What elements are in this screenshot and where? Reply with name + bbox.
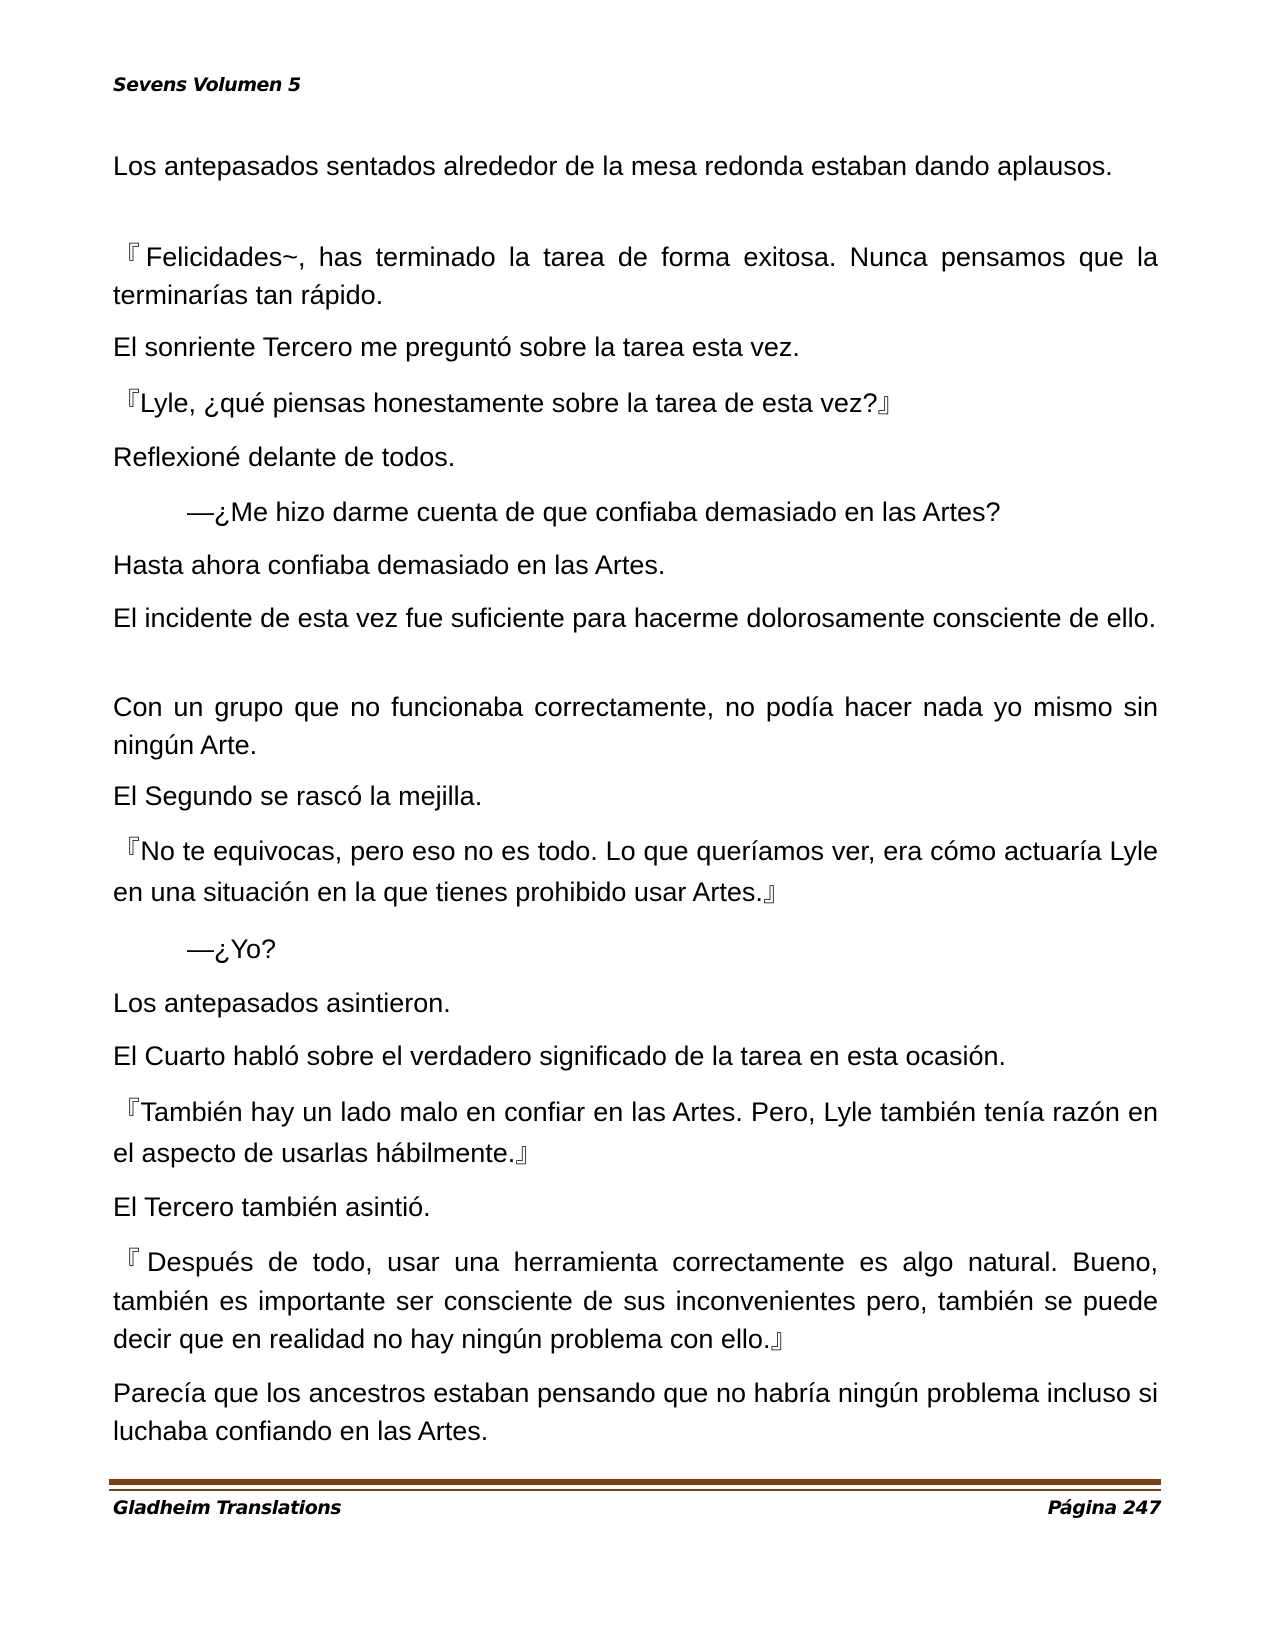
paragraph: Con un grupo que no funcionaba correctamente, no podía hacer nada yo mismo sin ningún Arte.: [113, 692, 1158, 760]
dialogue-paragraph: 『Lyle, ¿qué piensas honestamente sobre la tarea de esta vez?』: [113, 388, 905, 418]
paragraph: Hasta ahora confiaba demasiado en las Artes.: [113, 550, 666, 580]
paragraph: Los antepasados asintieron.: [113, 988, 451, 1018]
paragraph: El sonriente Tercero me preguntó sobre la tarea esta vez.: [113, 332, 800, 362]
dialogue-paragraph: 『Felicidades~, has terminado la tarea de forma exitosa. Nunca pensamos que la terminarías tan rápido.: [113, 242, 1158, 310]
paragraph: Reflexioné delante de todos.: [113, 442, 456, 472]
running-header: Sevens Volumen 5: [113, 74, 301, 96]
paragraph: Los antepasados sentados alrededor de la mesa redonda estaban dando aplausos.: [113, 151, 1113, 181]
paragraph: El Segundo se rascó la mejilla.: [113, 781, 483, 811]
paragraph: El Cuarto habló sobre el verdadero significado de la tarea en esta ocasión.: [113, 1041, 1007, 1071]
paragraph: El Tercero también asintió.: [113, 1192, 431, 1222]
page-number: Página 247: [1047, 1497, 1161, 1519]
footer-publisher: Gladheim Translations: [113, 1497, 342, 1519]
dialogue-paragraph: 『No te equivocas, pero eso no es todo. Lo que queríamos ver, era cómo actuaría Lyle en una situación en la que tienes prohibido usar Artes.』: [113, 836, 1158, 907]
thought-paragraph: —¿Yo?: [187, 934, 277, 964]
dialogue-paragraph: 『También hay un lado malo en confiar en las Artes. Pero, Lyle también tenía razón en el aspecto de usarlas hábilmente.』: [113, 1097, 1158, 1168]
thought-paragraph: —¿Me hizo darme cuenta de que confiaba demasiado en las Artes?: [187, 497, 1001, 527]
paragraph: El incidente de esta vez fue suficiente para hacerme dolorosamente consciente de ello.: [113, 603, 1157, 633]
dialogue-paragraph: 『Después de todo, usar una herramienta correctamente es algo natural. Bueno, también es importante ser consciente de sus inconvenientes pero, también se puede decir que en realidad no hay ningún problema con ello.』: [113, 1247, 1158, 1354]
paragraph: Parecía que los ancestros estaban pensando que no habría ningún problema incluso si luchaba confiando en las Artes.: [113, 1378, 1158, 1446]
footer-rule-thick: [109, 1479, 1161, 1485]
footer-rule-thin: [109, 1489, 1161, 1491]
